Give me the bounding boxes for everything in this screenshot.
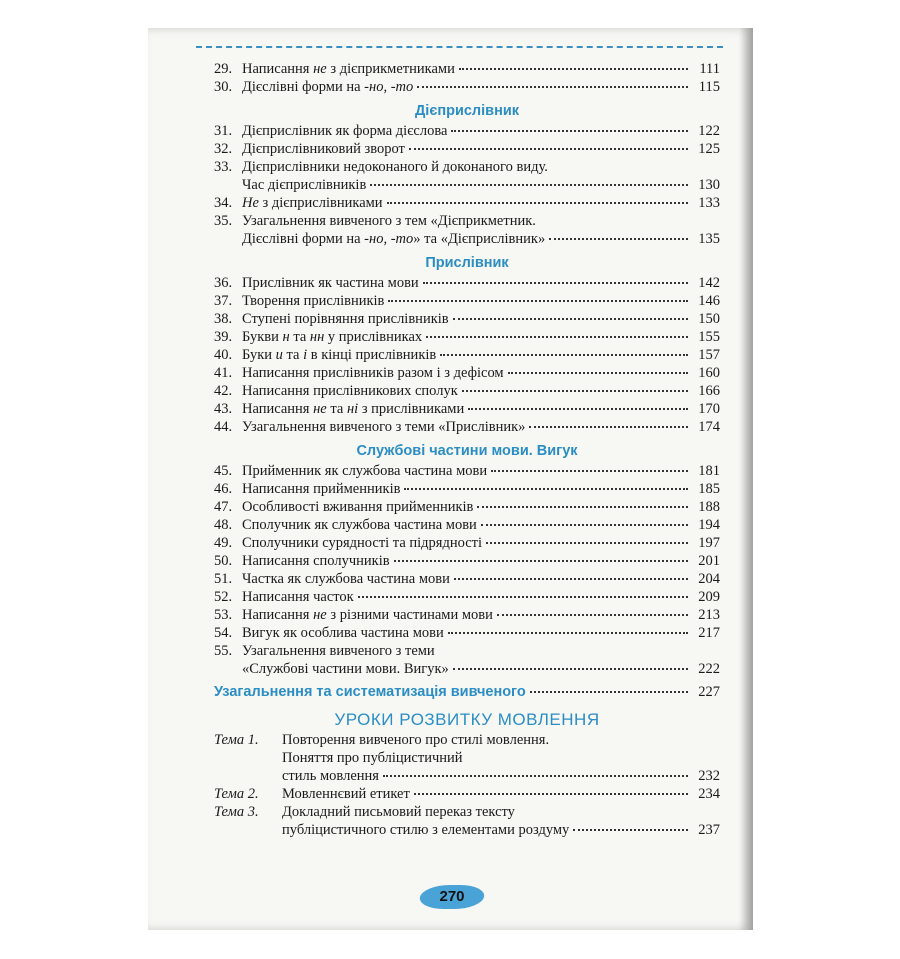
entry-number: 46. — [214, 481, 233, 497]
leader-dots — [358, 586, 688, 598]
leader-dots — [529, 416, 688, 428]
entry-page: 209 — [698, 589, 720, 605]
entry-number: 29. — [214, 61, 233, 77]
entry-number: 36. — [214, 275, 233, 291]
text-fragment: Дієприслівниковий зворот — [242, 141, 405, 157]
leader-dots — [549, 228, 688, 240]
leader-dots — [423, 272, 688, 284]
italic-fragment: и — [275, 347, 283, 363]
entry-number: 43. — [214, 401, 233, 417]
text-fragment: Творення прислівників — [242, 293, 385, 309]
toc-entry-continuation[interactable] — [214, 660, 720, 678]
entry-title — [242, 418, 525, 436]
entry-number: 55. — [214, 643, 233, 659]
entry-page: 111 — [699, 61, 720, 77]
leader-dots — [448, 622, 688, 634]
entry-page: 174 — [698, 419, 720, 435]
entry-title: Мовленнєвий етикет — [282, 786, 410, 802]
text-fragment: та — [289, 329, 310, 345]
entry-number: 30. — [214, 79, 233, 95]
leader-dots — [440, 344, 688, 356]
entry-number: 50. — [214, 553, 233, 569]
italic-fragment: і — [303, 347, 308, 363]
entry-number: 35. — [214, 213, 233, 229]
entry-title — [242, 498, 473, 516]
italic-fragment: н — [282, 329, 290, 345]
text-fragment: Букви — [242, 329, 283, 345]
entry-title — [242, 230, 545, 248]
entry-title — [242, 382, 458, 400]
entry-number: 48. — [214, 517, 233, 533]
text-fragment: Вигук як особлива частина мови — [242, 625, 444, 641]
entry-number: 33. — [214, 159, 233, 175]
entry-page: 222 — [698, 661, 720, 677]
leader-dots — [426, 326, 688, 338]
text-fragment: з прислівниками — [358, 401, 465, 417]
entry-number: 40. — [214, 347, 233, 363]
leader-dots — [388, 290, 688, 302]
entry-title: публіцистичного стилю з елементами роздуму — [282, 822, 570, 838]
entry-page: 115 — [698, 79, 720, 95]
leader-dots — [491, 460, 688, 472]
toc-summary-entry[interactable] — [214, 683, 720, 701]
entry-title — [242, 140, 405, 158]
text-fragment: з різними частинами мови — [326, 607, 493, 623]
italic-fragment: нн — [309, 329, 325, 345]
entry-page: 185 — [698, 481, 720, 497]
entry-title: Час дієприслівників — [242, 177, 367, 193]
entry-page: 135 — [698, 231, 720, 247]
entry-number: 32. — [214, 141, 233, 157]
toc-entry-34-wrapper — [214, 194, 720, 212]
tema-entry-continuation[interactable] — [214, 821, 720, 839]
entry-number: 42. — [214, 383, 233, 399]
leader-dots — [508, 362, 688, 374]
text-fragment: Узагальнення вивченого з теми «Прислівник» — [242, 419, 526, 435]
entry-page: 232 — [698, 768, 720, 784]
entry-title: Узагальнення вивченого з тем «Дієприкметник. — [242, 213, 536, 229]
leader-dots — [383, 765, 688, 777]
entry-title — [242, 552, 390, 570]
entry-title — [242, 346, 436, 364]
text-fragment: Ступені порівняння прислівників — [242, 311, 449, 327]
leader-dots — [477, 496, 688, 508]
entry-page: 157 — [698, 347, 720, 363]
text-fragment: Написання сполучників — [242, 553, 390, 569]
toc-entry[interactable] — [214, 194, 720, 212]
entry-title — [242, 624, 444, 642]
text-fragment: Написання часток — [242, 589, 354, 605]
leader-dots — [451, 120, 688, 132]
entry-number: 52. — [214, 589, 233, 605]
entry-page: 146 — [698, 293, 720, 309]
entry-page: 122 — [698, 123, 720, 139]
entry-number: 47. — [214, 499, 233, 515]
italic-fragment: не — [313, 607, 327, 623]
entry-page: 237 — [698, 822, 720, 838]
entry-title — [242, 194, 383, 212]
leader-dots — [573, 819, 688, 831]
text-fragment: та — [282, 347, 304, 363]
text-fragment: Прислівник як частина мови — [242, 275, 419, 291]
entry-number: 31. — [214, 123, 233, 139]
entry-page: 170 — [698, 401, 720, 417]
text-fragment: в кінці прислівників — [307, 347, 437, 363]
entry-page: 142 — [698, 275, 720, 291]
toc-entry-continuation[interactable] — [214, 230, 720, 248]
leader-dots — [459, 58, 688, 70]
leader-dots — [453, 658, 688, 670]
text-fragment: Частка як службова частина мови — [242, 571, 450, 587]
entry-title: Поняття про публіцистичний — [282, 750, 463, 766]
text-fragment: Прийменник як службова частина мови — [242, 463, 488, 479]
italic-fragment: не — [313, 61, 327, 77]
text-fragment: Дієслівні форми на — [242, 231, 365, 247]
entry-title — [242, 292, 384, 310]
text-fragment: у прислівниках — [324, 329, 423, 345]
section-title-adverbial-participle: Дієприслівник — [414, 103, 520, 119]
toc-entry[interactable] — [214, 624, 720, 642]
text-fragment: Написання прислівникових сполук — [242, 383, 458, 399]
text-fragment: Написання прислівників разом і з дефісом — [242, 365, 504, 381]
entry-page: 227 — [698, 684, 720, 700]
table-of-contents — [214, 60, 720, 839]
entry-page: 188 — [698, 499, 720, 515]
italic-fragment: Не — [242, 195, 259, 211]
section-title-function-words: Службові частини мови. Вигук — [356, 443, 578, 459]
entry-title: Повторення вивченого про стилі мовлення. — [282, 732, 550, 748]
text-fragment: Написання прийменників — [242, 481, 401, 497]
entry-number: 34. — [214, 195, 233, 211]
entry-page: 155 — [698, 329, 720, 345]
tema-label: Тема 3. — [214, 804, 259, 820]
entry-page: 150 — [698, 311, 720, 327]
leader-dots — [409, 138, 688, 150]
entry-title: «Службові частини мови. Вигук» — [242, 661, 449, 677]
toc-group-adverb — [214, 274, 720, 436]
entry-title: Докладний письмовий переказ тексту — [282, 804, 515, 820]
entry-page: 166 — [698, 383, 720, 399]
leader-dots — [468, 398, 688, 410]
entry-title — [242, 328, 422, 346]
italic-fragment: не — [313, 401, 327, 417]
leader-dots — [417, 76, 688, 88]
text-fragment: » та «Дієприслівник» — [413, 231, 546, 247]
entry-page: 201 — [698, 553, 720, 569]
entry-title: стиль мовлення — [282, 768, 379, 784]
text-fragment: з дієприкметниками — [326, 61, 455, 77]
toc-group-participles — [214, 60, 720, 96]
text-fragment: Написання — [242, 401, 314, 417]
entry-page: 160 — [698, 365, 720, 381]
entry-number: 41. — [214, 365, 233, 381]
book-page — [148, 28, 753, 930]
toc-group-adverbial-participle — [214, 122, 720, 158]
italic-fragment: ні — [346, 401, 359, 417]
leader-dots — [387, 192, 688, 204]
entry-page: 234 — [698, 786, 720, 802]
toc-entry[interactable] — [214, 418, 720, 436]
entry-page: 204 — [698, 571, 720, 587]
text-fragment: Сполучники сурядності та підрядності — [242, 535, 483, 551]
entry-title — [242, 480, 400, 498]
entry-title — [242, 78, 413, 96]
entry-page: 181 — [698, 463, 720, 479]
leader-dots — [453, 308, 688, 320]
entry-number: 37. — [214, 293, 233, 309]
entry-number: 49. — [214, 535, 233, 551]
summary-title: Узагальнення та систематизація вивченого — [214, 684, 526, 700]
entry-number: 39. — [214, 329, 233, 345]
entry-number: 51. — [214, 571, 233, 587]
italic-fragment: -но, -то — [364, 79, 414, 95]
toc-group-function-words — [214, 462, 720, 642]
toc-entry[interactable] — [214, 78, 720, 96]
tema-entry[interactable] — [214, 785, 720, 803]
text-fragment: Написання — [242, 607, 314, 623]
entry-number: 45. — [214, 463, 233, 479]
text-fragment: Буки — [242, 347, 276, 363]
leader-dots — [486, 532, 688, 544]
entry-title: Дієприслівники недоконаного й доконаного виду. — [242, 159, 548, 175]
text-fragment: та — [326, 401, 347, 417]
speech-development-heading: УРОКИ РОЗВИТКУ МОВЛЕННЯ — [334, 710, 600, 729]
entry-page: 197 — [698, 535, 720, 551]
page-edge-shadow — [739, 28, 753, 930]
leader-dots — [497, 604, 688, 616]
tema-entry[interactable] — [214, 731, 720, 749]
leader-dots — [394, 550, 688, 562]
entry-number: 44. — [214, 419, 233, 435]
entry-page: 125 — [698, 141, 720, 157]
italic-fragment: -но, -то — [364, 231, 414, 247]
leader-dots — [462, 380, 688, 392]
text-fragment: Дієслівні форми на — [242, 79, 365, 95]
leader-dots — [370, 174, 688, 186]
toc-entry[interactable] — [214, 140, 720, 158]
text-fragment: з дієприслівниками — [258, 195, 383, 211]
entry-title — [242, 516, 477, 534]
entry-number: 38. — [214, 311, 233, 327]
leader-dots — [454, 568, 688, 580]
entry-title — [242, 310, 449, 328]
page-number: 270 — [439, 888, 465, 905]
entry-number: 53. — [214, 607, 233, 623]
entry-page: 130 — [698, 177, 720, 193]
text-fragment: Дієприслівник як форма дієслова — [242, 123, 448, 139]
text-fragment: Сполучник як службова частина мови — [242, 517, 477, 533]
text-fragment: Написання — [242, 61, 314, 77]
leader-dots — [530, 681, 688, 693]
leader-dots — [404, 478, 688, 490]
entry-title — [242, 400, 464, 418]
leader-dots — [481, 514, 688, 526]
text-fragment: Особливості вживання прийменників — [242, 499, 474, 515]
tema-label: Тема 2. — [214, 786, 259, 802]
entry-page: 213 — [698, 607, 720, 623]
leader-dots — [414, 783, 688, 795]
entry-page: 217 — [698, 625, 720, 641]
section-title-adverb: Прислівник — [425, 255, 509, 271]
entry-title: Узагальнення вивченого з теми — [242, 643, 435, 659]
entry-page: 194 — [698, 517, 720, 533]
entry-number: 54. — [214, 625, 233, 641]
tema-label: Тема 1. — [214, 732, 259, 748]
top-dashed-rule — [196, 46, 723, 48]
entry-title — [242, 588, 354, 606]
entry-page: 133 — [698, 195, 720, 211]
